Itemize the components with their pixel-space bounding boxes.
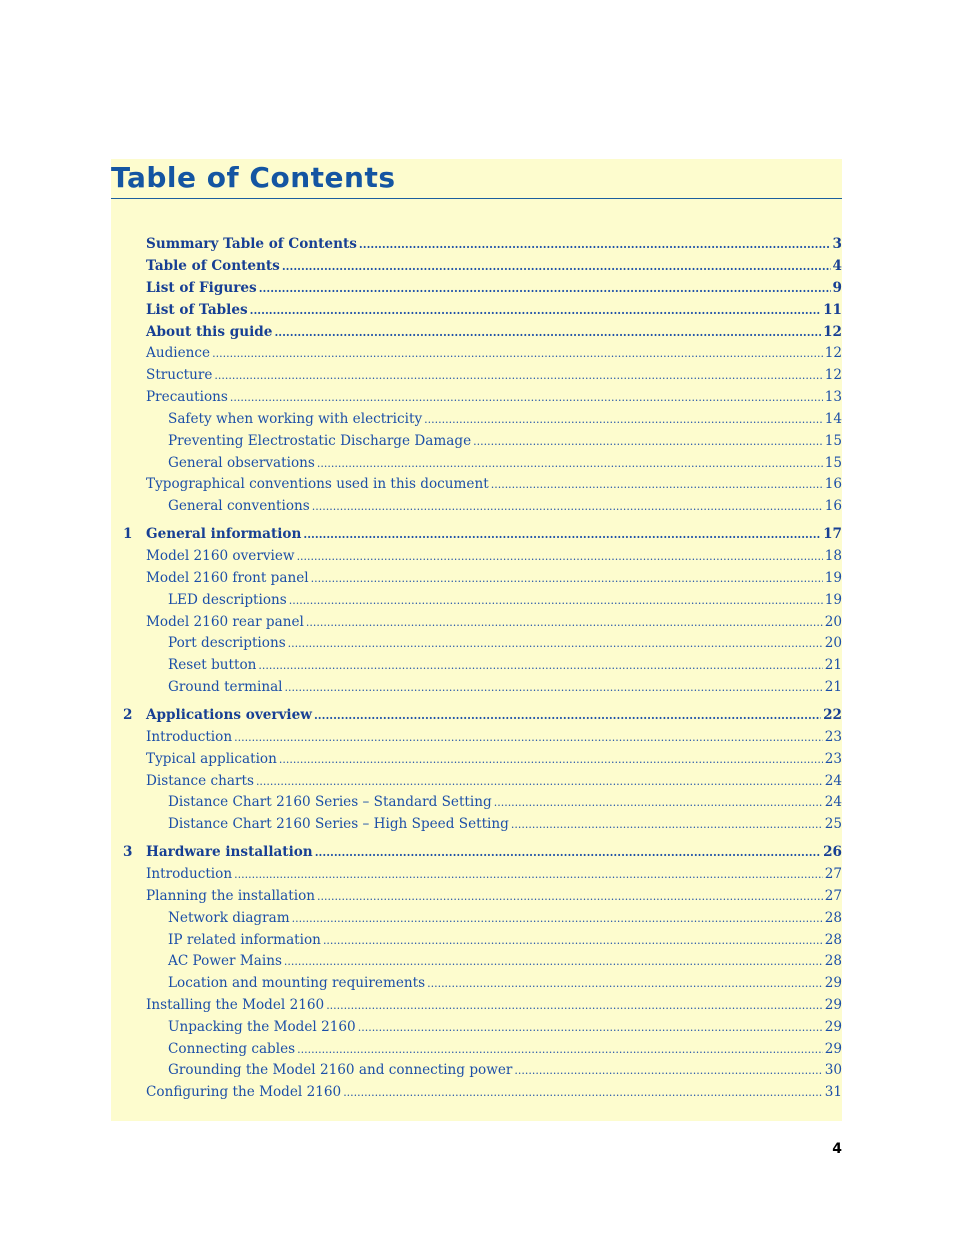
toc-entry[interactable]	[168, 1017, 842, 1037]
toc-leader-dots	[288, 634, 823, 654]
toc-entry-label: Network diagram	[168, 910, 290, 926]
toc-leader-dots	[311, 569, 823, 589]
toc-entry-label: Audience	[146, 345, 211, 361]
page-title: Table of Contents	[111, 161, 396, 194]
toc-entry-page: 23	[824, 751, 842, 767]
toc-entry[interactable]	[168, 409, 842, 429]
toc-entry[interactable]	[168, 1039, 842, 1059]
toc-entry-page: 28	[824, 932, 842, 948]
toc-entry-page: 12	[823, 324, 842, 340]
toc-leader-dots	[343, 1083, 823, 1103]
toc-leader-dots	[317, 887, 823, 907]
toc-entry-page: 19	[824, 592, 842, 608]
toc-entry-label: Unpacking the Model 2160	[168, 1019, 356, 1035]
toc-entry-label: Hardware installation	[146, 844, 313, 860]
toc-entry-label: Applications overview	[146, 707, 312, 723]
toc-leader-dots	[359, 235, 831, 255]
toc-entry-label: About this guide	[146, 324, 273, 340]
toc-leader-dots	[514, 1061, 822, 1081]
toc-entry-page: 25	[824, 816, 842, 832]
toc-entry[interactable]	[146, 749, 842, 769]
toc-entry-page: 28	[824, 953, 842, 969]
toc-entry[interactable]	[146, 727, 842, 747]
toc-entry-page: 9	[832, 280, 842, 296]
chapter-number: 3	[123, 844, 133, 860]
toc-leader-dots	[289, 591, 823, 611]
chapter-number: 2	[123, 707, 133, 723]
toc-entry-label: Introduction	[146, 866, 233, 882]
toc-entry-page: 22	[823, 707, 842, 723]
toc-entry-page: 17	[823, 526, 842, 542]
toc-entry-page: 27	[824, 866, 842, 882]
toc-entry-label: Model 2160 overview	[146, 548, 295, 564]
toc-entry-label: Connecting cables	[168, 1041, 296, 1057]
toc-leader-dots	[274, 323, 821, 343]
toc-leader-dots	[326, 996, 823, 1016]
chapter-number: 1	[123, 526, 133, 542]
toc-leader-dots	[285, 678, 823, 698]
toc-entry[interactable]	[146, 842, 842, 862]
toc-entry-label: Installing the Model 2160	[146, 997, 325, 1013]
toc-entry-label: Typographical conventions used in this document	[146, 476, 489, 492]
toc-entry-label: List of Tables	[146, 302, 248, 318]
toc-leader-dots	[212, 344, 823, 364]
toc-entry[interactable]	[146, 612, 842, 632]
toc-entry-label: Reset button	[168, 657, 257, 673]
toc-entry-label: Typical application	[146, 751, 277, 767]
toc-entry[interactable]	[168, 453, 842, 473]
toc-leader-dots	[279, 750, 823, 770]
toc-entry[interactable]	[168, 814, 842, 834]
toc-leader-dots	[424, 410, 823, 430]
toc-entry[interactable]	[168, 431, 842, 451]
title-bar	[111, 160, 842, 199]
toc-leader-dots	[494, 793, 823, 813]
toc-entry-label: Safety when working with electricity	[168, 411, 423, 427]
toc-leader-dots	[256, 772, 823, 792]
toc-entry-page: 24	[824, 794, 842, 810]
toc-leader-dots	[314, 706, 821, 726]
toc-entry[interactable]	[146, 322, 842, 342]
toc-entry-page: 23	[824, 729, 842, 745]
toc-entry-page: 29	[824, 997, 842, 1013]
toc-entry-page: 27	[824, 888, 842, 904]
toc-leader-dots	[358, 1018, 823, 1038]
toc-entry-label: Introduction	[146, 729, 233, 745]
toc-entry-label: General conventions	[168, 498, 310, 514]
toc-entry-page: 16	[824, 498, 842, 514]
toc-leader-dots	[284, 952, 823, 972]
toc-entry-label: Distance Chart 2160 Series – Standard Setting	[168, 794, 492, 810]
toc-leader-dots	[312, 497, 823, 517]
toc-entry[interactable]	[168, 633, 842, 653]
toc-entry[interactable]	[168, 496, 842, 516]
toc-entry[interactable]	[146, 995, 842, 1015]
toc-entry-page: 3	[832, 236, 842, 252]
toc-entry[interactable]	[168, 908, 842, 928]
toc-entry[interactable]	[168, 792, 842, 812]
toc-entry-label: Table of Contents	[146, 258, 280, 274]
toc-leader-dots	[315, 843, 821, 863]
toc-entry[interactable]	[146, 278, 842, 298]
toc-leader-dots	[214, 366, 822, 386]
toc-entry[interactable]	[168, 590, 842, 610]
toc-leader-dots	[292, 909, 823, 929]
toc-leader-dots	[230, 388, 823, 408]
toc-entry-page: 19	[824, 570, 842, 586]
toc-entry[interactable]	[146, 705, 842, 725]
toc-leader-dots	[317, 454, 823, 474]
toc-leader-dots	[427, 974, 823, 994]
toc-entry-page: 21	[824, 657, 842, 673]
toc-entry-page: 30	[824, 1062, 842, 1078]
toc-entry-page: 13	[824, 389, 842, 405]
toc-leader-dots	[303, 525, 821, 545]
toc-entry[interactable]	[146, 300, 842, 320]
toc-leader-dots	[282, 257, 831, 277]
toc-entry-label: Port descriptions	[168, 635, 286, 651]
toc-entry[interactable]	[146, 546, 842, 566]
toc-leader-dots	[234, 865, 823, 885]
toc-entry-label: General information	[146, 526, 302, 542]
toc-entry[interactable]	[146, 524, 842, 544]
toc-entry[interactable]	[146, 864, 842, 884]
toc-entry[interactable]	[168, 655, 842, 675]
toc-entry-label: Configuring the Model 2160	[146, 1084, 342, 1100]
toc-entry-page: 15	[824, 455, 842, 471]
toc-entry-page: 16	[824, 476, 842, 492]
toc-entry-label: General observations	[168, 455, 315, 471]
toc-entry-page: 29	[824, 1041, 842, 1057]
toc-entry-page: 26	[823, 844, 842, 860]
toc-entry-label: Precautions	[146, 389, 228, 405]
toc-leader-dots	[511, 815, 823, 835]
toc-entry[interactable]	[168, 930, 842, 950]
toc-leader-dots	[306, 613, 823, 633]
toc-entry-label: LED descriptions	[168, 592, 287, 608]
toc-entry-page: 29	[824, 1019, 842, 1035]
toc-leader-dots	[323, 931, 823, 951]
toc-entry-page: 29	[824, 975, 842, 991]
toc-entry[interactable]	[168, 1060, 842, 1080]
toc-entry-page: 12	[824, 345, 842, 361]
toc-entry-label: IP related information	[168, 932, 321, 948]
toc-entry[interactable]	[146, 886, 842, 906]
toc-entry-label: Planning the installation	[146, 888, 316, 904]
toc-entry-page: 20	[824, 635, 842, 651]
toc-leader-dots	[491, 475, 823, 495]
toc-entry-label: AC Power Mains	[168, 953, 282, 969]
toc-entry-page: 20	[824, 614, 842, 630]
toc-entry-page: 31	[824, 1084, 842, 1100]
toc-entry-page: 28	[824, 910, 842, 926]
toc-entry[interactable]	[168, 973, 842, 993]
toc-entry-label: Location and mounting requirements	[168, 975, 426, 991]
toc-entry[interactable]	[146, 568, 842, 588]
toc-entry-label: Distance charts	[146, 773, 254, 789]
toc-leader-dots	[259, 279, 831, 299]
toc-leader-dots	[473, 432, 823, 452]
toc-entry-page: 4	[832, 258, 842, 274]
toc-entry-label: Model 2160 rear panel	[146, 614, 304, 630]
toc-entry[interactable]	[168, 677, 842, 697]
toc-leader-dots	[250, 301, 821, 321]
toc-entry-page: 24	[824, 773, 842, 789]
toc-entry[interactable]	[146, 365, 842, 385]
toc-entry[interactable]	[146, 343, 842, 363]
toc-entry[interactable]	[146, 1082, 842, 1102]
toc-entry[interactable]	[146, 474, 842, 494]
toc-entry[interactable]	[168, 951, 842, 971]
toc-entry-label: Structure	[146, 367, 213, 383]
toc-entry-label: Distance Chart 2160 Series – High Speed Setting	[168, 816, 509, 832]
toc-leader-dots	[297, 547, 823, 567]
toc-entry-page: 12	[824, 367, 842, 383]
toc-entry[interactable]	[146, 387, 842, 407]
toc-entry-page: 11	[823, 302, 842, 318]
toc-entry-label: Grounding the Model 2160 and connecting power	[168, 1062, 513, 1078]
page-number: 4	[832, 1141, 842, 1157]
toc-entry[interactable]	[146, 234, 842, 254]
toc-entry-label: Preventing Electrostatic Discharge Damage	[168, 433, 472, 449]
toc-entry-page: 21	[824, 679, 842, 695]
toc-leader-dots	[258, 656, 822, 676]
toc-entry-label: Summary Table of Contents	[146, 236, 357, 252]
toc-entry[interactable]	[146, 256, 842, 276]
toc-entry[interactable]	[146, 771, 842, 791]
toc-entry-label: Model 2160 front panel	[146, 570, 309, 586]
toc-leader-dots	[297, 1040, 823, 1060]
toc-leader-dots	[234, 728, 823, 748]
toc-entry-page: 15	[824, 433, 842, 449]
toc-entry-label: Ground terminal	[168, 679, 283, 695]
toc-entry-page: 14	[824, 411, 842, 427]
toc-entry-page: 18	[824, 548, 842, 564]
toc-entry-label: List of Figures	[146, 280, 257, 296]
